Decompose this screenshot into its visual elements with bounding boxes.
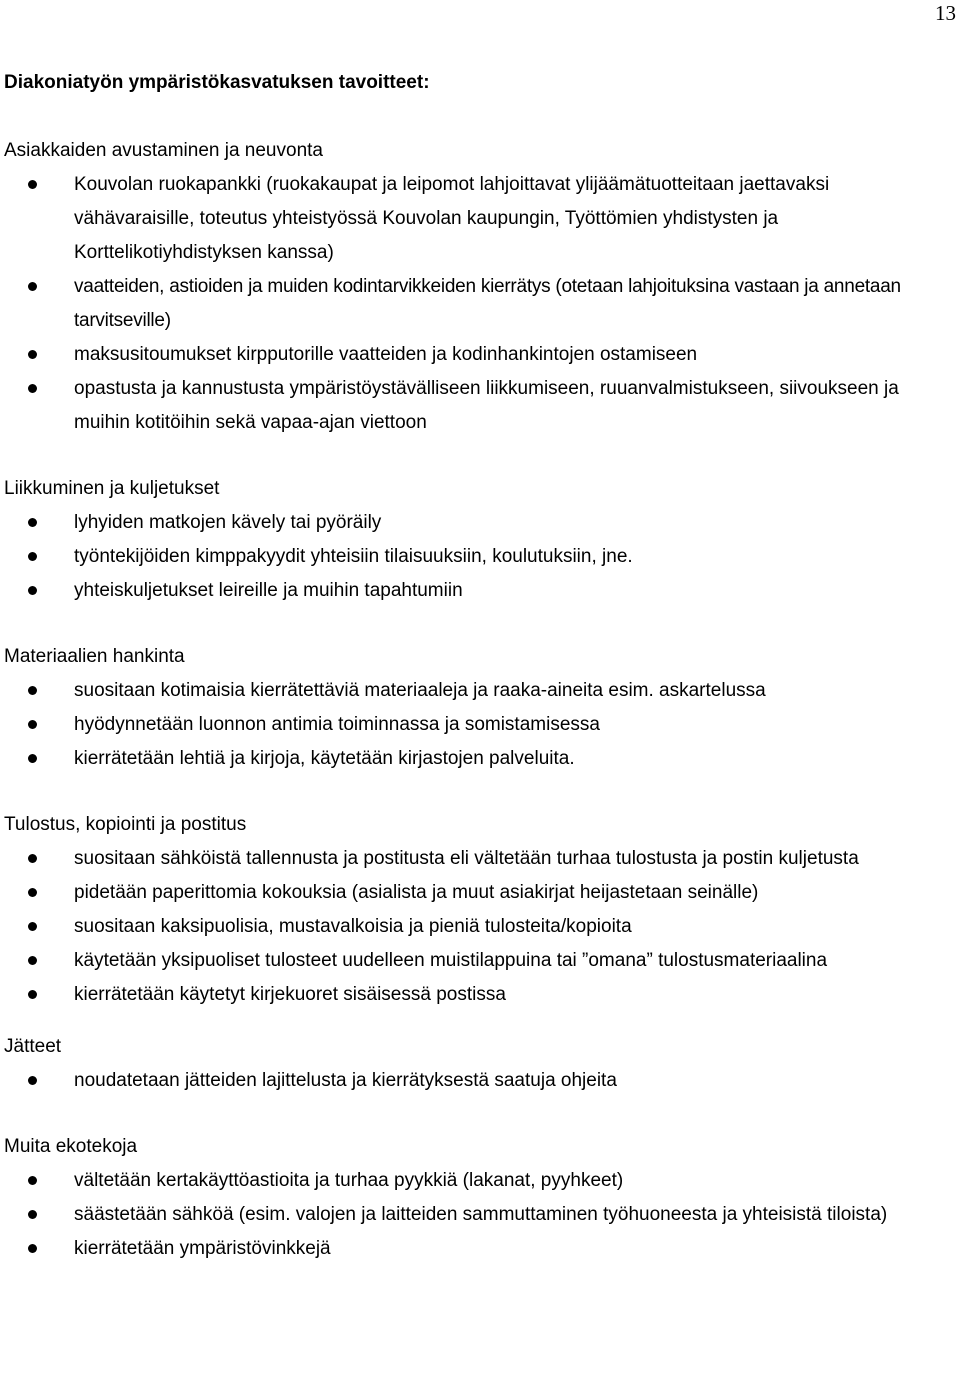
bullet-icon	[28, 922, 37, 931]
list-item: yhteiskuljetukset leireille ja muihin tapahtumiin	[4, 574, 954, 608]
list-item: maksusitoumukset kirpputorille vaatteiden ja kodinhankintojen ostamiseen	[4, 338, 954, 372]
bullet-icon	[28, 586, 37, 595]
bullet-icon	[28, 1210, 37, 1219]
list-item: vaatteiden, astioiden ja muiden kodintarvikkeiden kierrätys (otetaan lahjoituksina vastaan ja annetaan tarvitseville)	[4, 270, 954, 338]
list-item: käytetään yksipuoliset tulosteet uudelleen muistilappuina tai ”omana” tulostusmateriaalina	[4, 944, 954, 978]
bullet-icon	[28, 888, 37, 897]
page-title: Diakoniatyön ympäristökasvatuksen tavoitteet:	[4, 72, 430, 93]
list-item: kierrätetään lehtiä ja kirjoja, käytetään kirjastojen palveluita.	[4, 742, 954, 776]
bullet-icon	[28, 686, 37, 695]
list-item: pidetään paperittomia kokouksia (asialista ja muut asiakirjat heijastetaan seinälle)	[4, 876, 954, 910]
bullet-icon	[28, 552, 37, 561]
list-item: suositaan kaksipuolisia, mustavalkoisia ja pieniä tulosteita/kopioita	[4, 910, 954, 944]
section-heading: Liikkuminen ja kuljetukset	[4, 478, 220, 499]
section-jatteet	[4, 1030, 954, 1098]
bullet-list	[4, 506, 954, 608]
bullet-icon	[28, 990, 37, 999]
bullet-list	[4, 168, 954, 440]
bullet-icon	[28, 350, 37, 359]
list-item: vältetään kertakäyttöastioita ja turhaa pyykkiä (lakanat, pyyhkeet)	[4, 1164, 954, 1198]
list-item: kierrätetään käytetyt kirjekuoret sisäisessä postissa	[4, 978, 954, 1012]
bullet-icon	[28, 1076, 37, 1085]
bullet-icon	[28, 384, 37, 393]
bullet-icon	[28, 1244, 37, 1253]
list-item: suositaan kotimaisia kierrätettäviä materiaaleja ja raaka-aineita esim. askartelussa	[4, 674, 954, 708]
bullet-icon	[28, 282, 37, 291]
document-body	[4, 68, 954, 1266]
section-heading: Materiaalien hankinta	[4, 646, 185, 667]
page-number: 13	[935, 1, 956, 25]
bullet-list	[4, 1064, 954, 1098]
bullet-icon	[28, 1176, 37, 1185]
bullet-list	[4, 674, 954, 776]
list-item: työntekijöiden kimppakyydit yhteisiin tilaisuuksiin, koulutuksiin, jne.	[4, 540, 954, 574]
bullet-icon	[28, 956, 37, 965]
section-heading: Jätteet	[4, 1036, 62, 1057]
bullet-icon	[28, 518, 37, 527]
section-materiaalien-hankinta	[4, 640, 954, 776]
section-asiakkaiden-avustaminen	[4, 134, 954, 440]
list-item: suositaan sähköistä tallennusta ja postitusta eli vältetään turhaa tulostusta ja postin kuljetusta	[4, 842, 954, 876]
list-item: opastusta ja kannustusta ympäristöystävälliseen liikkumiseen, ruuanvalmistukseen, siivoukseen ja muihin kotitöihin sekä vapaa-ajan viettoon	[4, 372, 954, 440]
bullet-icon	[28, 854, 37, 863]
list-item: kierrätetään ympäristövinkkejä	[4, 1232, 954, 1266]
bullet-icon	[28, 180, 37, 189]
section-tulostus	[4, 808, 954, 1012]
section-liikkuminen	[4, 472, 954, 608]
bullet-icon	[28, 754, 37, 763]
list-item: noudatetaan jätteiden lajittelusta ja kierrätyksestä saatuja ohjeita	[4, 1064, 954, 1098]
section-heading: Muita ekotekoja	[4, 1136, 138, 1157]
list-item: säästetään sähköä (esim. valojen ja laitteiden sammuttaminen työhuoneesta ja yhteisistä tiloista)	[4, 1198, 954, 1232]
bullet-list	[4, 1164, 954, 1266]
section-muita-ekotekoja	[4, 1130, 954, 1266]
section-heading: Tulostus, kopiointi ja postitus	[4, 814, 247, 835]
list-item: Kouvolan ruokapankki (ruokakaupat ja leipomot lahjoittavat ylijäämätuotteitaan jaettavaksi vähävaraisille, toteutus yhteistyössä Kouvolan kaupungin, Työttömien yhdistysten ja Korttelikotiyhdistyksen kanssa)	[4, 168, 954, 270]
bullet-list	[4, 842, 954, 1012]
section-heading: Asiakkaiden avustaminen ja neuvonta	[4, 140, 323, 161]
list-item: hyödynnetään luonnon antimia toiminnassa ja somistamisessa	[4, 708, 954, 742]
list-item: lyhyiden matkojen kävely tai pyöräily	[4, 506, 954, 540]
bullet-icon	[28, 720, 37, 729]
